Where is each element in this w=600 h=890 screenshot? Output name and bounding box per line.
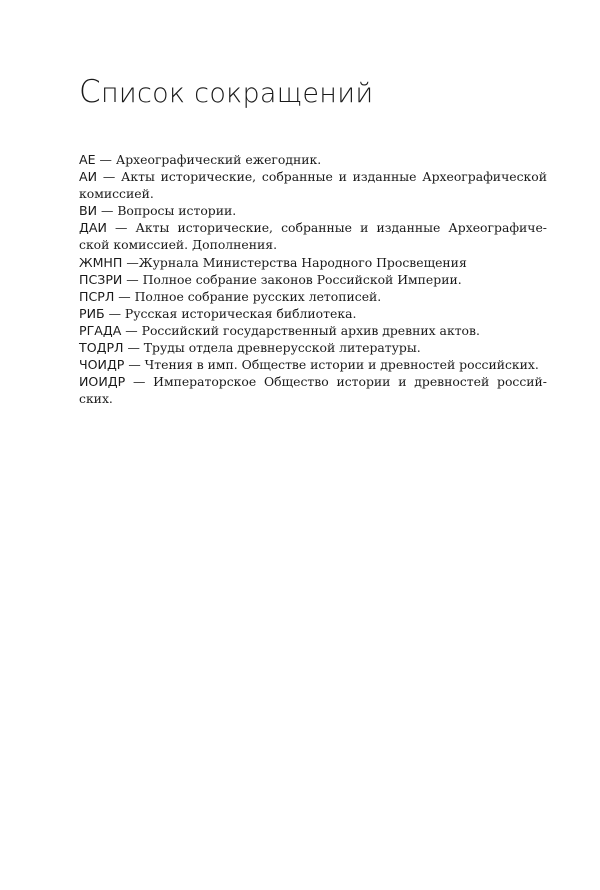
abbreviation: АИ	[79, 169, 98, 185]
list-item-psrl	[79, 288, 547, 305]
definition: — Акты исторические, собранные и изданные Археографиче-	[106, 220, 547, 236]
list-item-line	[79, 356, 547, 373]
list-item-vi	[79, 202, 547, 219]
definition: — Акты исторические, собранные и изданные Археографической	[97, 169, 547, 185]
list-item-line: ских.	[79, 391, 113, 407]
definition: — Полное собрание русских летописей.	[114, 288, 382, 304]
list-item-line	[79, 288, 547, 305]
list-item-line	[79, 254, 547, 271]
definition: — Археографический ежегодник.	[95, 152, 322, 167]
list-item-line	[79, 219, 547, 236]
list-item-line	[79, 373, 547, 390]
abbreviation: ЧОИДР	[79, 357, 125, 373]
definition: — Русская историческая библиотека.	[104, 305, 357, 321]
list-item-line	[79, 271, 547, 288]
abbreviation: ТОДРЛ	[79, 340, 124, 356]
list-item-dai	[79, 219, 547, 253]
definition: — Российский государственный архив древних актов.	[121, 322, 480, 338]
list-item-line	[79, 151, 547, 168]
abbreviation: РГАДА	[79, 322, 122, 338]
list-item-rgada	[79, 322, 547, 339]
abbreviation: ПСРЛ	[79, 288, 115, 304]
definition: — Чтения в имп. Обществе истории и древностей российских.	[124, 357, 539, 373]
list-item-line: ской комиссией. Дополнения.	[79, 237, 278, 253]
list-item-line	[79, 339, 547, 356]
abbreviation: ПСЗРИ	[79, 271, 123, 287]
abbreviation: ВИ	[79, 203, 98, 219]
list-item-line	[79, 322, 547, 339]
list-item-ae	[79, 151, 547, 168]
title-initial: С	[79, 74, 101, 110]
definition: — Полное собрание законов Российской Империи.	[122, 271, 462, 287]
list-item-line	[79, 168, 547, 185]
list-item-zhmnp	[79, 254, 547, 271]
title-rest: писок сокращений	[100, 78, 374, 109]
abbreviation: АЕ	[79, 152, 96, 167]
list-item-choidr	[79, 356, 547, 373]
abbreviation: ЖМНП	[79, 254, 123, 270]
definition: —Журнала Министерства Народного Просвещения	[122, 254, 467, 270]
list-item-line: комиссией.	[79, 186, 154, 202]
list-item-rib	[79, 305, 547, 322]
abbreviation: ДАИ	[79, 220, 107, 236]
list-item-pszri	[79, 271, 547, 288]
list-item-ai	[79, 168, 547, 202]
list-item-line	[79, 202, 547, 219]
definition: — Императорское Общество истории и древностей россий-	[125, 374, 547, 390]
abbreviation: ИОИДР	[79, 374, 126, 390]
page-title	[79, 74, 373, 110]
list-item-ioidr	[79, 373, 547, 407]
list-item-line	[79, 305, 547, 322]
abbreviation: РИБ	[79, 305, 105, 321]
abbreviations-list	[79, 151, 547, 407]
list-item-todrl	[79, 339, 547, 356]
definition: — Вопросы истории.	[97, 203, 237, 219]
definition: — Труды отдела древнерусской литературы.	[123, 340, 421, 356]
